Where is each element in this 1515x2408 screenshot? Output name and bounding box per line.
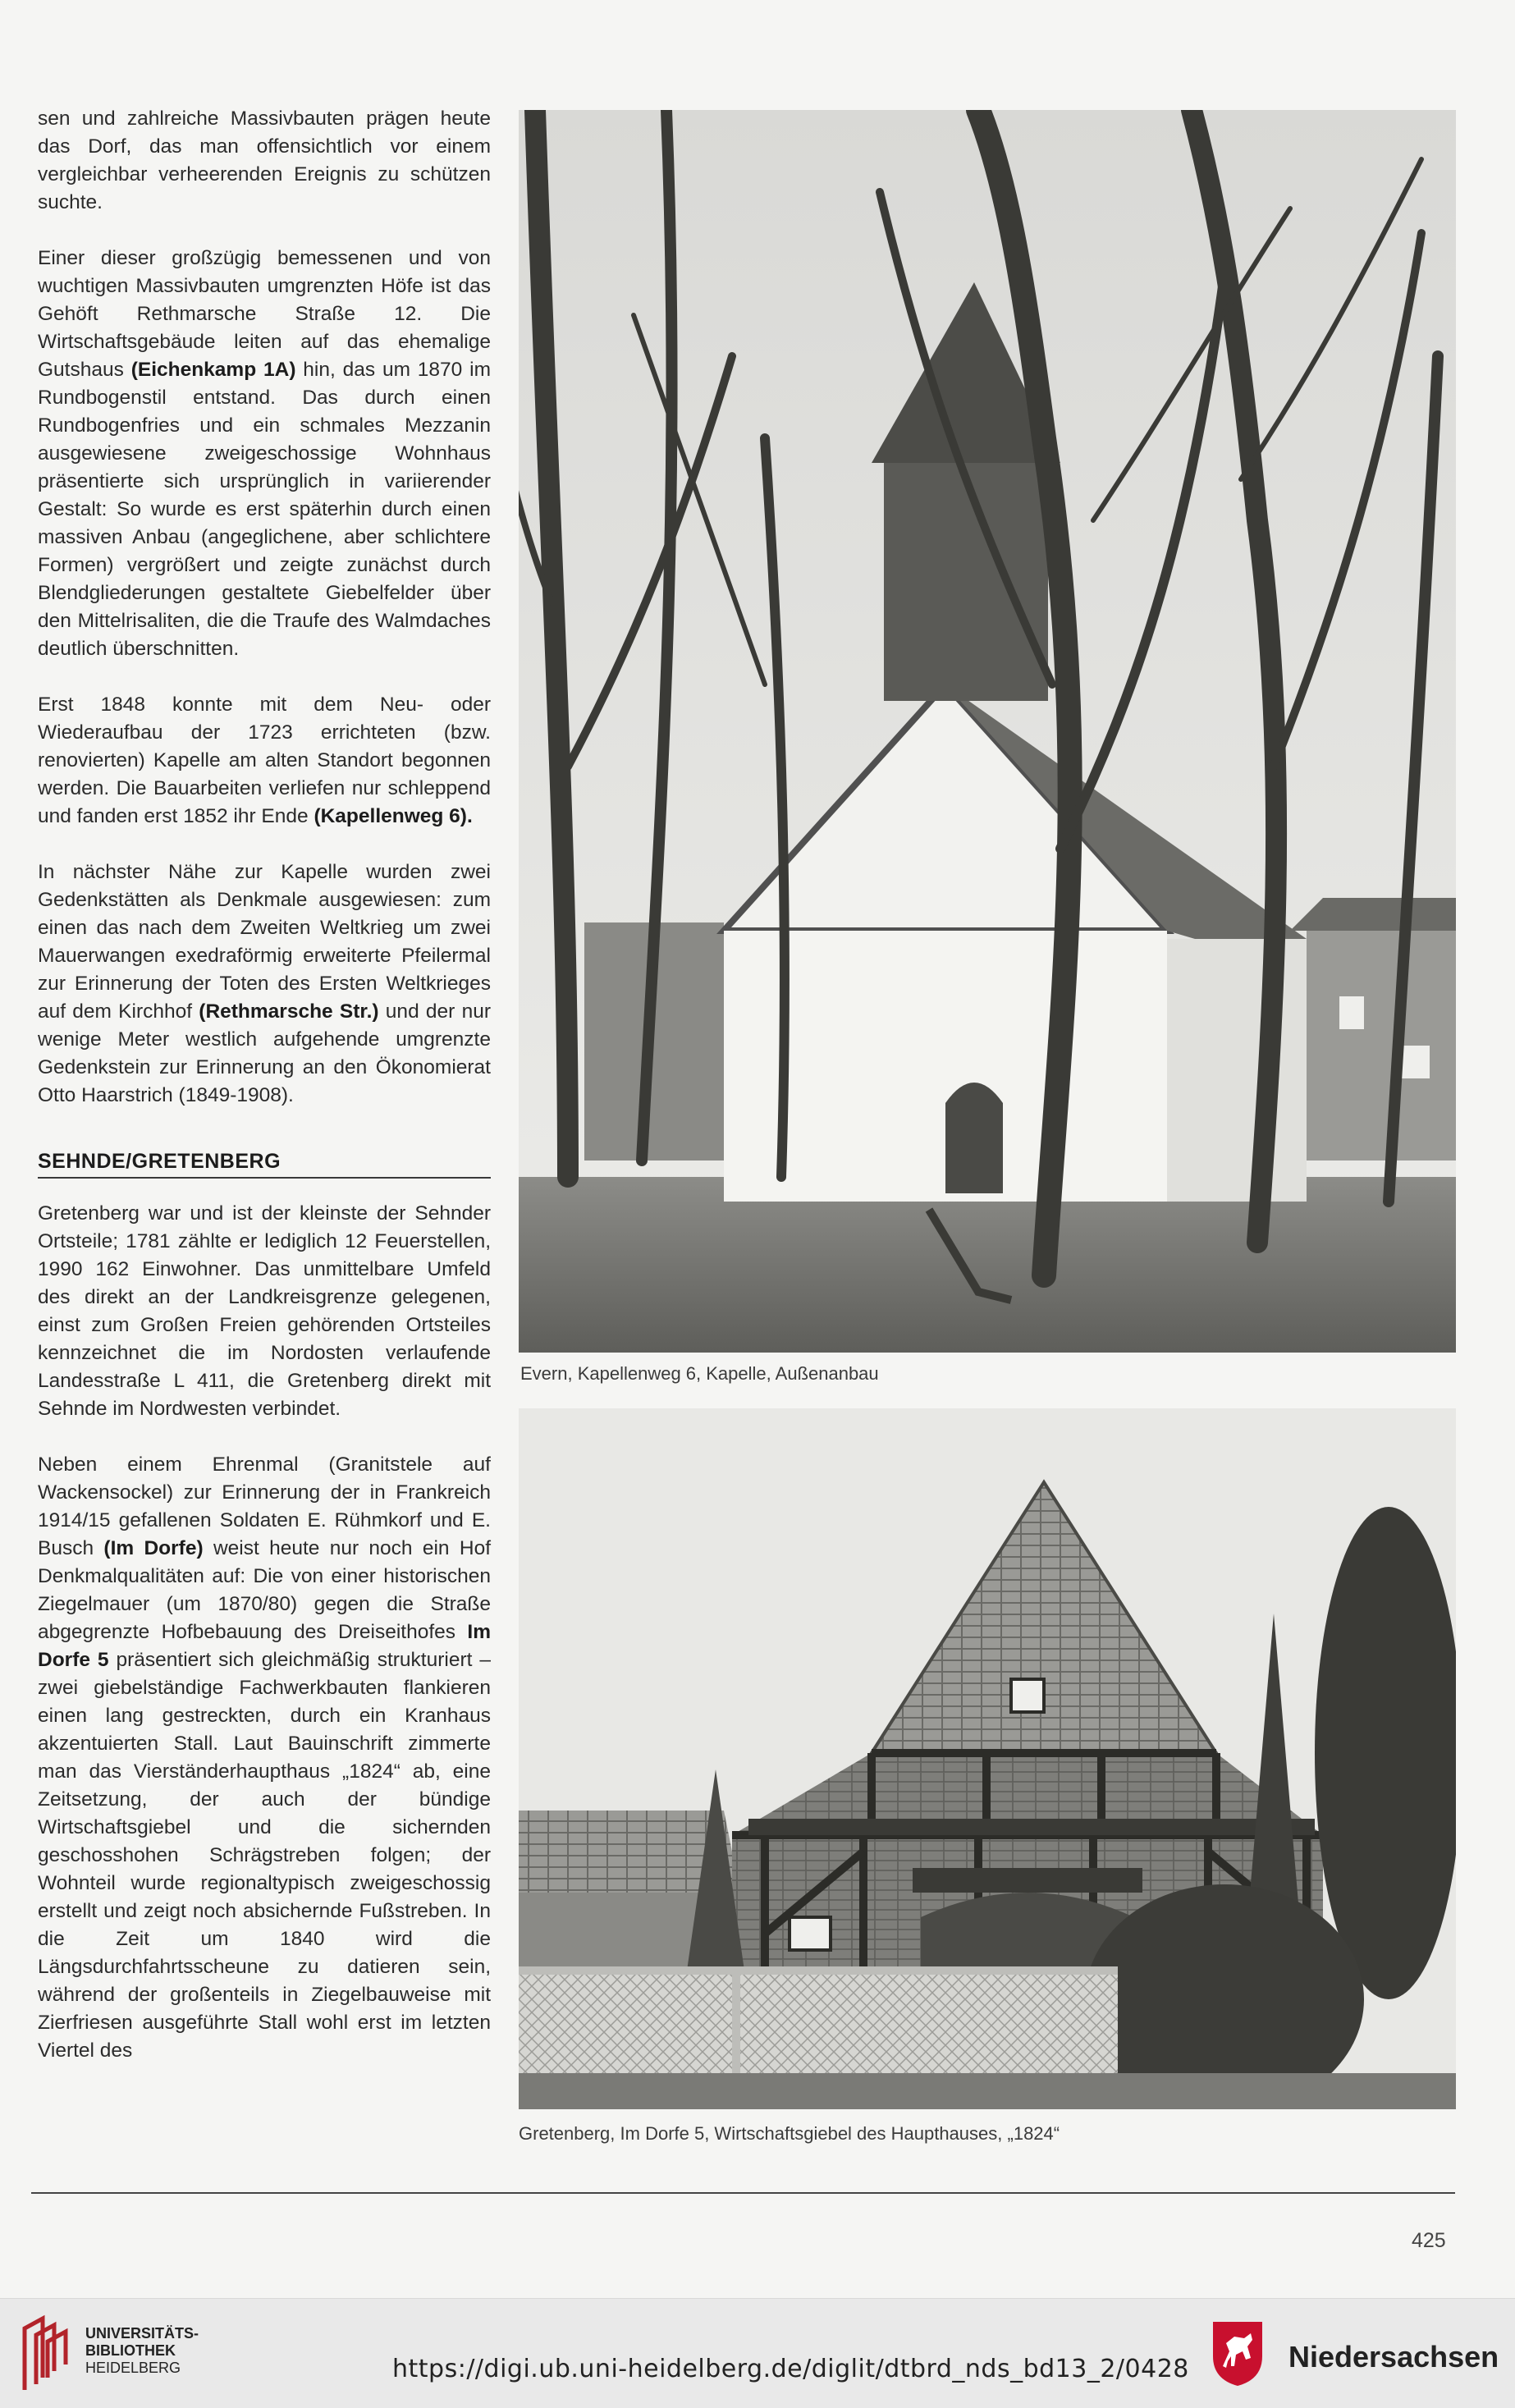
address-reference: (Kapellenweg 6). (314, 805, 473, 827)
farmhouse-photo-image (519, 1408, 1456, 2109)
state-name: Niedersachsen (1288, 2340, 1499, 2374)
chapel-photo-image (519, 110, 1456, 1353)
paragraph: Neben einem Ehrenmal (Granitstele auf Wackensockel) zur Erinnerung der in Frankreich 1914/15 gefallenen Soldaten E. Rühmkorf und E. Busch (Im Dorfe) weist heute nur noch ein Hof Denkmalqualitäten auf: Die von einer historischen Ziegelmauer (um 1870/80) gegen die Straße abgegrenzte Hofbebauung des Dreiseithofes Im Dorfe 5 präsentiert sich gleichmäßig strukturiert – zwei giebelständige Fachwerkbauten flankieren einen lang gestreckten, durch ein Kranhaus akzentuierten Stall. Laut Bauinschrift zimmerte man das Vierständerhaupthaus „1824“ ab, eine Zeitsetzung, der auch der bündige Wirtschaftsgiebel und die sichernden geschosshohen Schrägstreben folgen; der Wohnteil wurde regionaltypisch zweigeschossig erstellt und zeigt noch absichernde Fußstreben. In die Zeit um 1840 wird die Längsdurchfahrtsscheune zu datieren sein, während der großenteils in Ziegelbauweise mit Zierfriesen ausgeführte Stall wohl erst im letzten Viertel des (38, 1453, 491, 2062)
section-heading: SEHNDE/GRETENBERG (38, 1147, 491, 1179)
address-reference: (Rethmarsche Str.) (199, 1000, 379, 1023)
body-text-column (38, 105, 491, 2093)
paragraph: Gretenberg war und ist der kleinste der Sehnder Ortsteile; 1781 zählte er lediglich 12 Feuerstellen, 1990 162 Einwohner. Das unmittelbare Umfeld des direkt an der Landkreisgrenze gelegenen, einst zum Großen Freien gehörenden Ortsteiles kennzeichnet die im Nordosten verlaufende Landesstraße L 411, die Gretenberg direkt mit Sehnde im Nordwesten verbindet. (38, 1202, 491, 1420)
university-library-name: UNIVERSITÄTS- BIBLIOTHEK HEIDELBERG (85, 2325, 199, 2376)
farmhouse-photo (519, 1408, 1456, 2109)
viewer-footer (0, 2298, 1515, 2408)
university-library-logo-icon (18, 2312, 72, 2394)
footer-rule (31, 2192, 1455, 2194)
address-reference: (Im Dorfe) (103, 1537, 204, 1559)
page-number: 425 (1412, 2229, 1446, 2252)
paragraph: sen und zahlreiche Massivbauten prägen heute das Dorf, das man offensichtlich vor einem vergleichbar verheerenden Ereignis zu schützen suchte. (38, 108, 491, 213)
paragraph: In nächster Nähe zur Kapelle wurden zwei Gedenkstätten als Denkmale ausgewiesen: zum einen das nach dem Zweiten Weltkrieg um zwei Mauerwangen exedraförmig erweiterte Pfeilermal zur Erinnerung der Toten des Ersten Weltkrieges auf dem Kirchhof (Rethmarsche Str.) und der nur wenige Meter westlich aufgehende umgrenzte Gedenkstein zur Erinnerung an den Ökonomierat Otto Haarstrich (1849-1908). (38, 861, 491, 1106)
figure-caption: Evern, Kapellenweg 6, Kapelle, Außenanbau (520, 1363, 879, 1384)
paragraph: Erst 1848 konnte mit dem Neu- oder Wiederaufbau der 1723 errichteten (bzw. renovierten) Kapelle am alten Standort begonnen werden. Die Bauarbeiten verliefen nur schleppend und fanden erst 1852 ihr Ende (Kapellenweg 6). (38, 694, 491, 827)
chapel-photo (519, 110, 1456, 1353)
paragraph: Einer dieser großzügig bemessenen und von wuchtigen Massivbauten umgrenzten Höfe ist das Gehöft Rethmarsche Straße 12. Die Wirtschaftsgebäude leiten auf das ehemalige Gutshaus (Eichenkamp 1A) hin, das um 1870 im Rundbogenstil entstand. Das durch einen Rundbogenfries und ein schmales Mezzanin ausgewiesene zweigeschossige Wohnhaus präsentierte sich ursprünglich in variierender Gestalt: So wurde es erst späterhin durch einen massiven Anbau (angeglichene, aber schlichtere Formen) vergrößert und zeigte zunächst durch Blendgliederungen gestaltete Giebelfelder über den Mittelrisaliten, die die Traufe des Walmdaches deutlich überschnitten. (38, 247, 491, 660)
lower-saxony-horse-crest-icon (1210, 2319, 1266, 2387)
address-reference: Im Dorfe 5 (38, 1621, 491, 1671)
figure-caption: Gretenberg, Im Dorfe 5, Wirtschaftsgiebel des Haupthauses, „1824“ (519, 2123, 1060, 2144)
address-reference: (Eichenkamp 1A) (130, 359, 296, 381)
document-url-link[interactable]: https://digi.ub.uni-heidelberg.de/diglit/dtbrd_nds_bd13_2/0428 (392, 2355, 1189, 2383)
